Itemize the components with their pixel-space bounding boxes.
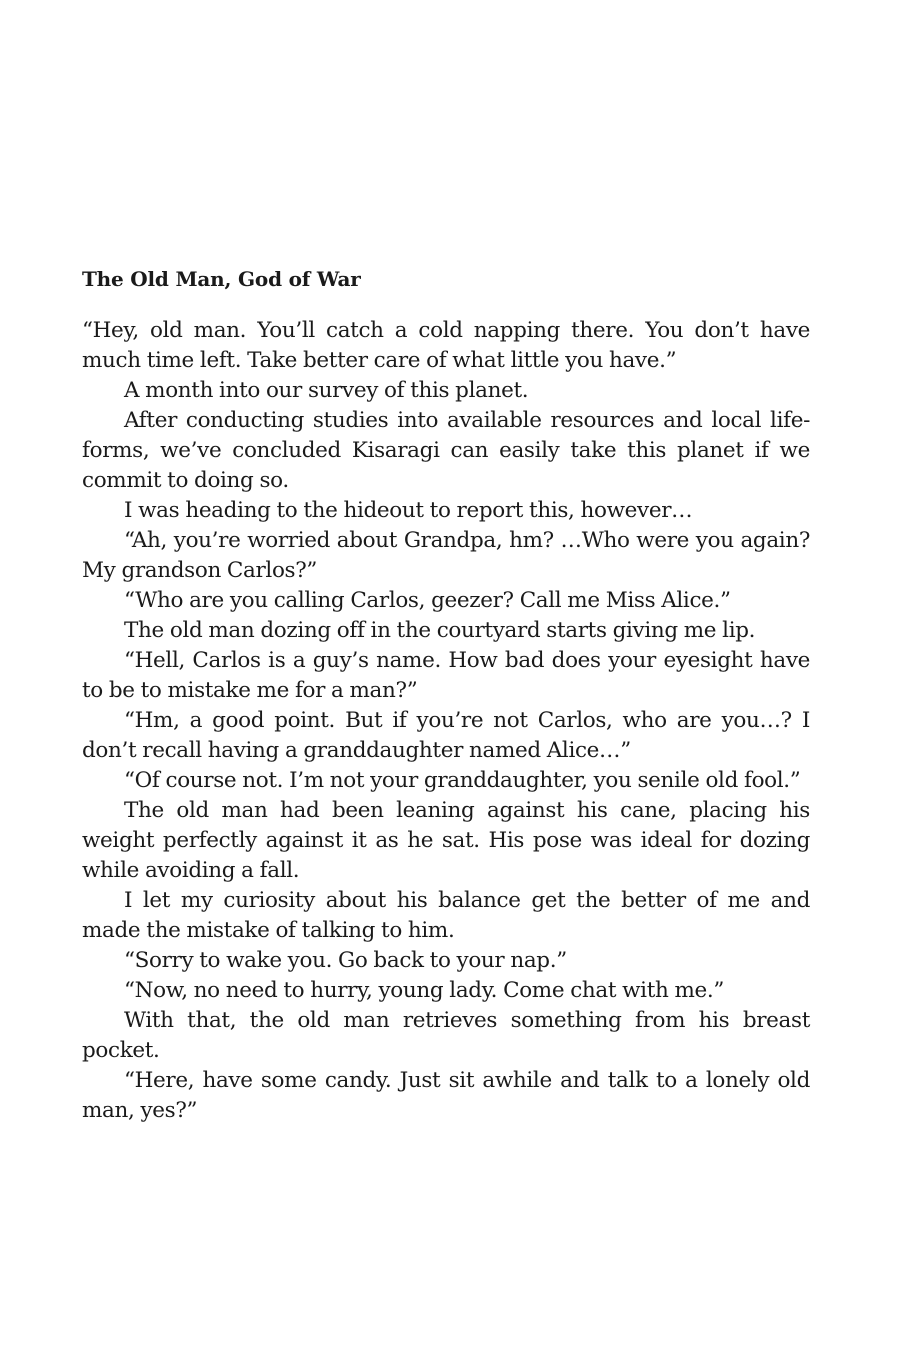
paragraph: “Of course not. I’m not your granddaughter, you senile old fool.” (124, 768, 801, 793)
paragraph: “Here, have some candy. Just sit awhile and talk to a lonely old man, yes?” (82, 1068, 810, 1123)
chapter-title: The Old Man, God of War (82, 267, 361, 291)
paragraph: I let my curiosity about his balance get the better of me and made the mistake of talking to him. (82, 888, 810, 943)
paragraph: “Who are you calling Carlos, geezer? Call me Miss Alice.” (124, 588, 731, 613)
chapter-body (82, 316, 810, 1126)
paragraph: I was heading to the hideout to report this, however… (124, 498, 693, 523)
paragraph: After conducting studies into available resources and local life-forms, we’ve concluded Kisaragi can easily take this planet if we commit to doing so. (82, 408, 810, 493)
paragraph: “Now, no need to hurry, young lady. Come chat with me.” (124, 978, 725, 1003)
paragraph: “Hell, Carlos is a guy’s name. How bad does your eyesight have to be to mistake me for a man?” (82, 648, 810, 703)
paragraph: The old man dozing off in the courtyard starts giving me lip. (124, 618, 756, 643)
paragraph: A month into our survey of this planet. (124, 378, 529, 403)
paragraph: “Hey, old man. You’ll catch a cold napping there. You don’t have much time left. Take better care of what little you have.” (82, 318, 810, 373)
paragraph: With that, the old man retrieves something from his breast pocket. (82, 1008, 810, 1063)
paragraph: “Sorry to wake you. Go back to your nap.” (124, 948, 567, 973)
paragraph: “Hm, a good point. But if you’re not Carlos, who are you…? I don’t recall having a granddaughter named Alice…” (82, 708, 810, 763)
paragraph: “Ah, you’re worried about Grandpa, hm? …Who were you again? My grandson Carlos?” (82, 528, 810, 583)
paragraph: The old man had been leaning against his cane, placing his weight perfectly against it as he sat. His pose was ideal for dozing while avoiding a fall. (82, 798, 810, 883)
